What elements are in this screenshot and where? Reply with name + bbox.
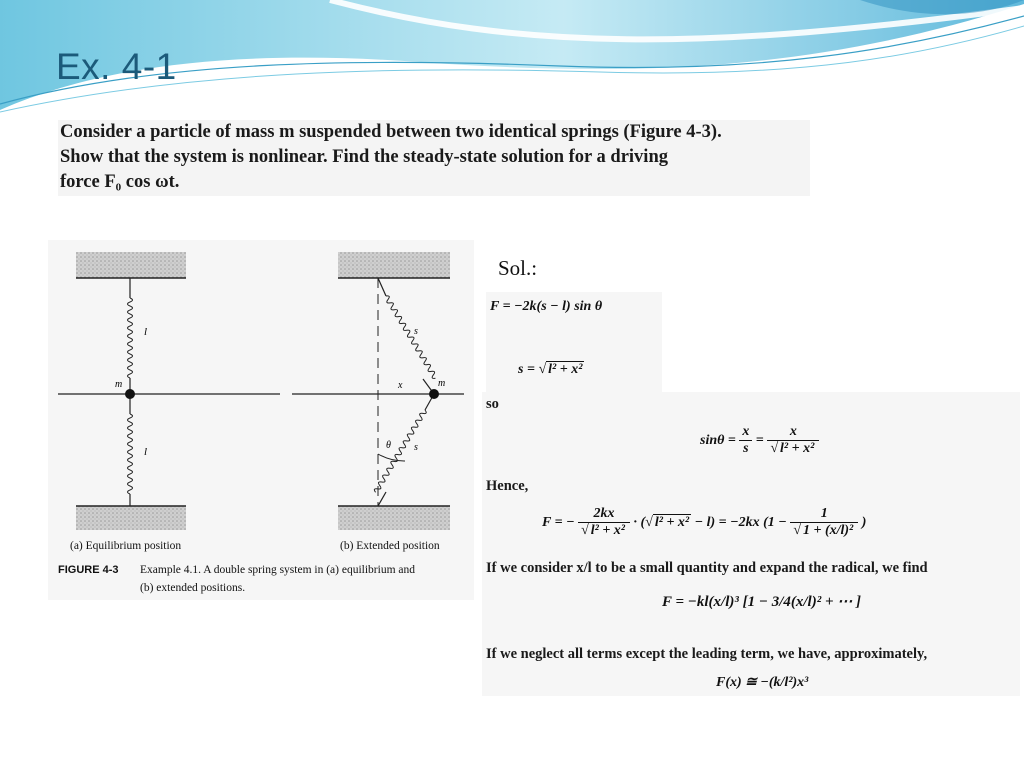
figure-label: FIGURE 4-3 — [58, 564, 119, 576]
eq-force-expanded: F = − $\frac{2kx}{\text{√ l² + x²}}$ · (√ l² + x² − l) = −2kx (1 − $\frac{1}{\text{√ 1 + (x/l)²}}$ ) — [542, 506, 867, 539]
caption-a: (a) Equilibrium position — [70, 540, 182, 552]
eq-sin-theta: sinθ = $\frac{x}{s}$ = $\frac{x}{\text{√ l² + x²}}$ — [700, 424, 819, 457]
eq-sin-rad: l² + x² — [780, 441, 815, 457]
double-spring-diagram — [48, 240, 474, 540]
problem-line-1: Consider a particle of mass m suspended between two identical springs (Figure 4-3). — [60, 122, 722, 142]
eq5-34: 3/4 — [771, 594, 791, 610]
eq4-one: 1 — [790, 506, 858, 523]
eq5-bracket: [1 − — [742, 594, 772, 610]
problem-line-2: Show that the system is nonlinear. Find the steady-state solution for a driving — [60, 147, 668, 167]
mass-a — [125, 389, 135, 399]
eq-sin-x: x — [739, 424, 752, 441]
eq-s-rad: l² + x² — [548, 362, 583, 377]
eq4-rad2: 1 + (x/l)² — [802, 523, 854, 539]
eq-sin-lhs: sinθ = — [700, 432, 740, 448]
text-so: so — [486, 396, 499, 412]
eq4-mid-rad: l² + x² — [654, 514, 690, 530]
label-m-left: m — [115, 379, 123, 390]
eq4-rad: l² + x² — [590, 523, 625, 539]
problem-line-3: force F₀ cos ωt. — [60, 172, 180, 192]
derivation-box — [482, 392, 1020, 696]
solution-title: Sol.: — [498, 256, 538, 280]
eq-final: F(x) ≅ −(k/l²)x³ — [716, 675, 809, 690]
label-s-top: s — [414, 326, 418, 337]
text-consider: If we consider x/l to be a small quantity and expand the radical, we find — [486, 560, 928, 576]
eq-sin-x2: x — [767, 424, 819, 441]
mass-b — [429, 389, 439, 399]
label-l-top: l — [144, 326, 148, 338]
label-l-bottom: l — [144, 446, 148, 458]
eq-box-top — [486, 292, 662, 392]
eq5-paren: (x/l)³ — [708, 594, 739, 610]
eq-force: F = −2k(s − l) sin θ — [490, 299, 603, 314]
figure-4-3 — [48, 240, 474, 600]
problem-statement — [58, 120, 810, 196]
caption-b: (b) Extended position — [340, 540, 440, 552]
eq4-mid-tail: − l) = −2kx (1 − — [691, 514, 787, 530]
eq-sin-s: s — [743, 441, 749, 457]
label-s-bottom: s — [414, 442, 418, 453]
text-hence: Hence, — [486, 478, 529, 494]
eq4-mid: · (√ — [633, 514, 653, 530]
slide-title: Ex. 4-1 — [56, 46, 177, 87]
eq4-num: 2kx — [578, 506, 630, 523]
eq-s-lhs: s = — [518, 362, 539, 377]
caption-line-2: (b) extended positions. — [140, 582, 246, 594]
eq5-tail: (x/l)² + ⋯ ] — [790, 594, 862, 610]
eq5-lhs: F = −kl — [662, 594, 709, 610]
label-x: x — [398, 380, 403, 391]
eq-s: s = √ l² + x² — [518, 362, 583, 377]
eq4-lhs: F = − — [542, 514, 575, 530]
caption-line-1: Example 4.1. A double spring system in (a) equilibrium and — [140, 564, 416, 576]
text-neglect: If we neglect all terms except the leading term, we have, approximately, — [486, 646, 928, 662]
eq-series — [662, 592, 861, 611]
label-m-right: m — [438, 378, 446, 389]
label-theta: θ — [386, 440, 391, 451]
eq4-close: ) — [861, 514, 867, 530]
